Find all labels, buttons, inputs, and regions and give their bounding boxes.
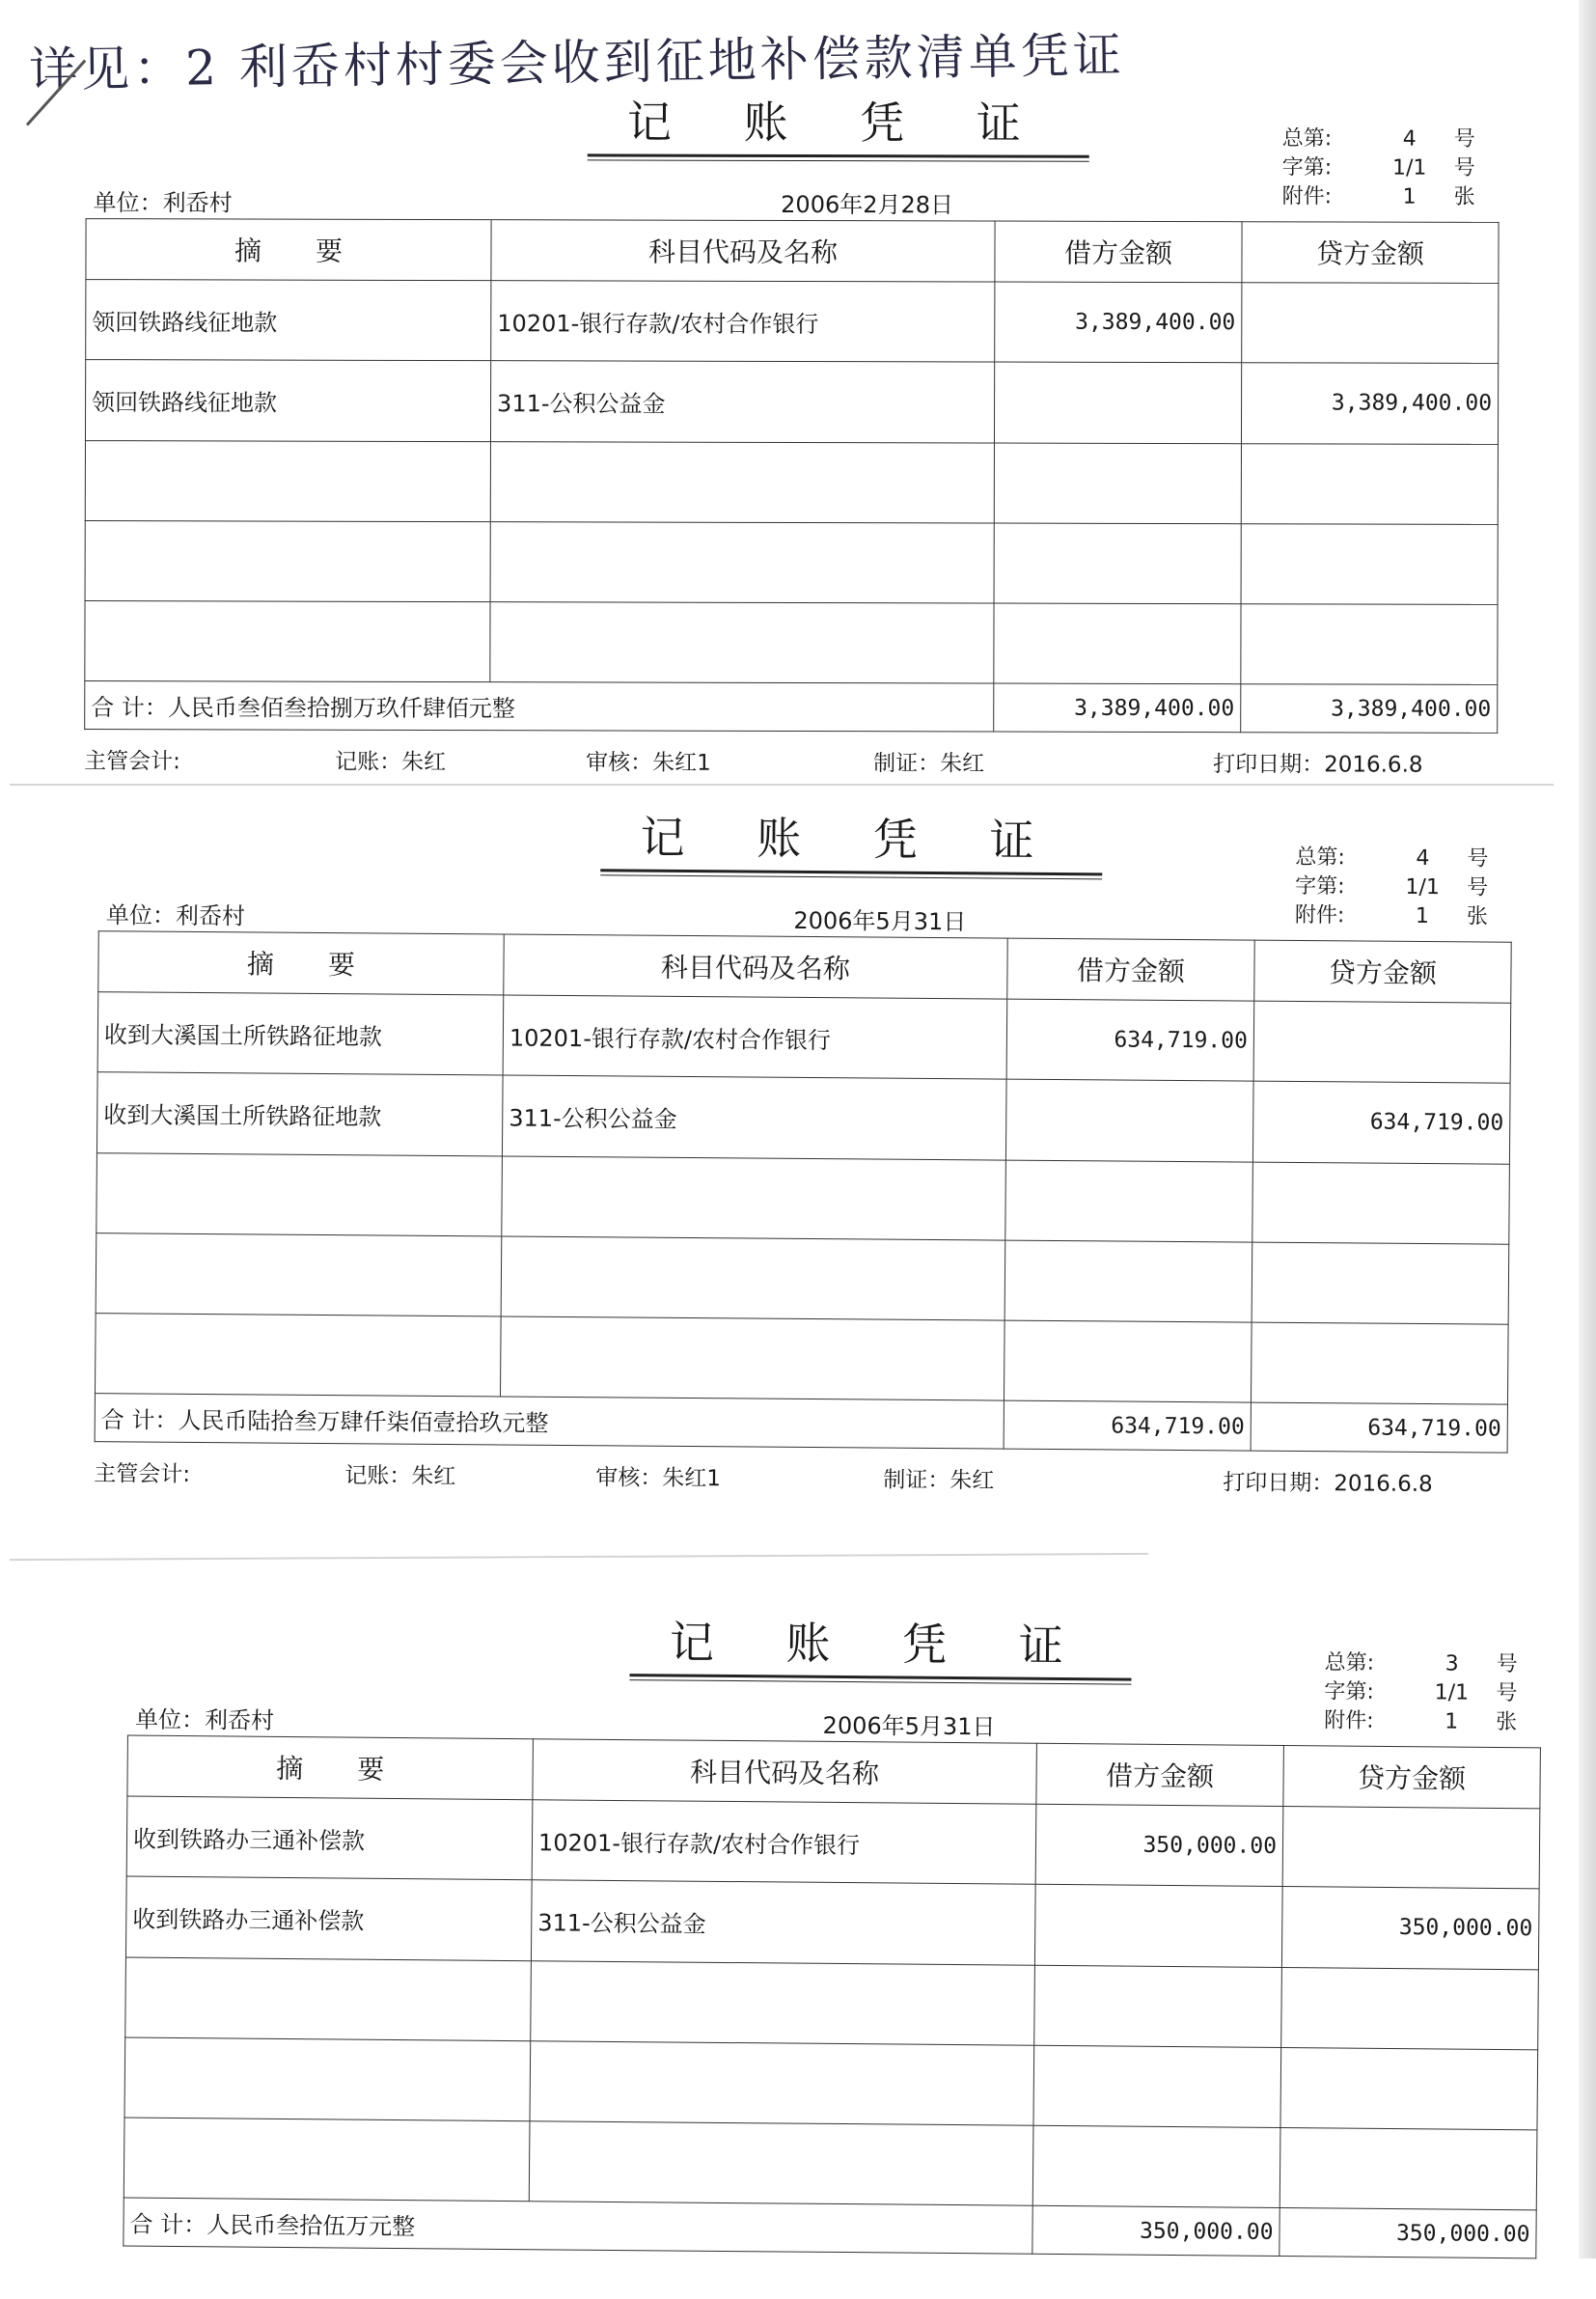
table-row: [85, 360, 1498, 444]
header-row: [86, 219, 1499, 284]
entries-table: [123, 1735, 1541, 2259]
total-row: [95, 1394, 1507, 1453]
total-number-unit: 号: [1453, 126, 1475, 152]
entries-table: [95, 930, 1512, 1453]
debit-cell: 634,719.00: [1006, 999, 1254, 1081]
credit-cell: [1282, 1807, 1540, 1889]
summary-cell: [124, 2118, 530, 2202]
reviewer-label: 审核：朱红1: [586, 750, 711, 776]
credit-cell: [1252, 1242, 1509, 1324]
summary-cell: 收到大溪国土所铁路征地款: [97, 992, 504, 1075]
summary-header: 摘 要: [98, 931, 504, 995]
voucher-numbers: [1282, 125, 1485, 212]
credit-cell: 3,389,400.00: [1241, 363, 1498, 444]
summary-cell: [125, 1957, 532, 2041]
total-debit: 634,719.00: [1004, 1400, 1251, 1451]
debit-header: 借方金额: [995, 221, 1242, 283]
word-number-label: 字第:: [1324, 1679, 1374, 1704]
debit-cell: [1004, 1240, 1252, 1322]
total-label: 合 计：人民币叁拾伍万元整: [124, 2198, 1032, 2254]
account-cell: [500, 1316, 1004, 1400]
table-row: [96, 1072, 1510, 1164]
unit-name: 单位：利岙村: [134, 1705, 275, 1734]
credit-header: 贷方金额: [1242, 222, 1499, 284]
total-number-value: 4: [1402, 126, 1417, 152]
total-number-value: 4: [1416, 845, 1430, 872]
summary-cell: [85, 600, 490, 681]
credit-cell: [1241, 523, 1498, 604]
handwritten-note: 详见：2 利岙村村委会收到征地补偿款清单凭证: [28, 27, 1126, 98]
table-row: [85, 440, 1498, 524]
credit-cell: [1280, 2127, 1537, 2209]
account-cell: [501, 1236, 1005, 1320]
debit-cell: [1034, 1965, 1282, 2047]
debit-cell: [994, 362, 1241, 443]
voucher-title: 记 账 凭 证: [669, 1616, 1092, 1673]
account-header: 科目代码及名称: [491, 220, 995, 283]
summary-cell: [96, 1152, 503, 1235]
table-row: [125, 1876, 1539, 1969]
credit-header: 贷方金额: [1283, 1746, 1541, 1810]
total-credit: 3,389,400.00: [1241, 684, 1498, 734]
total-number-label: 总第:: [1281, 126, 1333, 152]
debit-cell: [1005, 1079, 1253, 1161]
debit-header: 借方金额: [1007, 938, 1254, 1001]
debit-cell: [1032, 2125, 1280, 2207]
total-debit: 350,000.00: [1032, 2205, 1280, 2256]
paper-edge: [1579, 0, 1596, 2258]
word-number-unit: 号: [1496, 1680, 1518, 1706]
credit-cell: [1241, 443, 1498, 524]
summary-cell: [85, 520, 490, 601]
fold-line: [10, 1553, 1148, 1561]
table-row: [97, 992, 1511, 1084]
account-cell: [530, 2040, 1034, 2125]
total-credit: 350,000.00: [1280, 2208, 1536, 2258]
table-row: [126, 1796, 1540, 1889]
attachment-value: 1: [1445, 1709, 1459, 1734]
voucher-title: 记 账 凭 证: [626, 96, 1050, 150]
word-number-unit: 号: [1467, 875, 1489, 900]
credit-cell: 350,000.00: [1281, 1887, 1539, 1969]
table-row: [96, 1152, 1510, 1244]
account-cell: 10201-银行存款/农村合作银行: [532, 1800, 1036, 1885]
word-number-label: 字第:: [1295, 873, 1345, 900]
word-number-label: 字第:: [1281, 155, 1333, 180]
debit-cell: 3,389,400.00: [995, 282, 1242, 363]
maker-label: 制证：朱红: [883, 1467, 995, 1494]
debit-cell: [1033, 2045, 1281, 2127]
title-underline: [588, 159, 1089, 161]
total-row: [85, 681, 1498, 734]
summary-header: 摘 要: [86, 219, 491, 281]
credit-cell: [1253, 1001, 1511, 1083]
entries-table: [84, 218, 1499, 734]
credit-cell: [1252, 1162, 1510, 1244]
word-number-value: 1/1: [1434, 1680, 1470, 1705]
supervisor-label: 主管会计:: [94, 1461, 191, 1487]
debit-cell: [1005, 1160, 1253, 1242]
summary-cell: 领回铁路线征地款: [86, 280, 491, 361]
attachment-label: 附件:: [1281, 184, 1333, 209]
summary-cell: [95, 1314, 501, 1397]
credit-cell: 634,719.00: [1252, 1081, 1510, 1163]
account-cell: [502, 1156, 1006, 1240]
credit-cell: [1281, 1967, 1539, 2049]
account-cell: 311-公积公益金: [502, 1075, 1006, 1159]
debit-cell: [994, 603, 1241, 684]
voucher: [84, 95, 1514, 778]
summary-cell: 领回铁路线征地款: [85, 360, 490, 441]
account-cell: 311-公积公益金: [490, 361, 994, 443]
attachment-label: 附件:: [1294, 902, 1345, 928]
signature-line: [84, 743, 1497, 776]
voucher: [123, 1612, 1556, 2299]
total-label: 合 计：人民币叁佰叁拾捌万玖仟肆佰元整: [85, 681, 994, 732]
summary-cell: 收到铁路办三通补偿款: [126, 1796, 533, 1880]
account-cell: [490, 441, 994, 523]
total-number-label: 总第:: [1324, 1650, 1375, 1676]
table-row: [124, 2118, 1537, 2210]
table-row: [96, 1233, 1509, 1324]
attachment-value: 1: [1415, 903, 1430, 929]
total-number-label: 总第:: [1295, 845, 1345, 871]
summary-cell: 收到铁路办三通补偿款: [125, 1876, 532, 1960]
voucher-numbers: [1295, 844, 1499, 932]
total-number-unit: 号: [1467, 846, 1489, 872]
word-number-value: 1/1: [1405, 874, 1440, 900]
maker-label: 制证：朱红: [873, 751, 985, 777]
signature-line: [94, 1455, 1506, 1498]
account-cell: 10201-银行存款/农村合作银行: [503, 995, 1007, 1079]
total-credit: 634,719.00: [1251, 1402, 1507, 1453]
total-number-unit: 号: [1496, 1651, 1518, 1677]
voucher-date: 2006年5月31日: [822, 1711, 996, 1741]
table-row: [95, 1314, 1508, 1405]
fold-line: [10, 784, 1554, 786]
word-number-value: 1/1: [1391, 155, 1427, 180]
account-cell: [531, 1960, 1035, 2045]
account-cell: [529, 2121, 1033, 2206]
voucher-title: 记 账 凭 证: [640, 811, 1063, 868]
debit-cell: [1034, 1885, 1282, 1967]
voucher: [94, 807, 1527, 1498]
voucher-date: 2006年5月31日: [793, 906, 967, 936]
credit-cell: [1242, 283, 1499, 364]
header-row: [98, 931, 1511, 1004]
credit-header: 贷方金额: [1254, 940, 1511, 1003]
unit-name: 单位：利岙村: [93, 189, 233, 217]
summary-cell: [124, 2037, 531, 2121]
voucher-date: 2006年2月28日: [781, 190, 954, 219]
title-underline: [588, 153, 1089, 157]
credit-cell: [1241, 604, 1498, 685]
attachment-unit: 张: [1466, 904, 1489, 929]
print-date: 打印日期：2016.6.8: [1223, 1470, 1433, 1498]
reviewer-label: 审核：朱红1: [595, 1465, 722, 1492]
attachment-unit: 张: [1496, 1709, 1518, 1735]
debit-cell: [994, 523, 1241, 604]
recorder-label: 记账：朱红: [335, 749, 447, 776]
print-date: 打印日期：2016.6.8: [1213, 752, 1423, 778]
credit-cell: [1280, 2047, 1538, 2129]
table-row: [85, 520, 1498, 604]
account-cell: 10201-银行存款/农村合作银行: [491, 281, 995, 363]
table-row: [124, 2037, 1538, 2130]
table-row: [125, 1957, 1539, 2050]
word-number-unit: 号: [1453, 155, 1475, 180]
supervisor-label: 主管会计:: [84, 749, 180, 775]
recorder-label: 记账：朱红: [344, 1463, 456, 1490]
debit-header: 借方金额: [1036, 1743, 1284, 1806]
total-number-value: 3: [1445, 1651, 1459, 1676]
account-header: 科目代码及名称: [533, 1739, 1037, 1805]
attachment-label: 附件:: [1324, 1708, 1374, 1733]
summary-cell: [85, 440, 490, 521]
attachment-unit: 张: [1453, 184, 1475, 209]
table-row: [85, 600, 1498, 684]
title-underline: [600, 874, 1102, 879]
summary-cell: 收到大溪国土所铁路征地款: [96, 1072, 503, 1155]
unit-name: 单位：利岙村: [105, 901, 245, 930]
attachment-value: 1: [1402, 184, 1417, 209]
account-cell: [490, 521, 994, 603]
total-label: 合 计：人民币陆拾叁万肆仟柒佰壹拾玖元整: [95, 1394, 1004, 1449]
summary-cell: [96, 1233, 502, 1316]
table-row: [86, 280, 1499, 364]
debit-cell: 350,000.00: [1035, 1804, 1283, 1886]
debit-cell: [994, 443, 1241, 524]
summary-header: 摘 要: [127, 1735, 534, 1800]
account-header: 科目代码及名称: [504, 934, 1007, 999]
account-cell: 311-公积公益金: [531, 1880, 1035, 1965]
account-cell: [490, 602, 994, 684]
credit-cell: [1251, 1322, 1508, 1404]
debit-cell: [1004, 1320, 1252, 1402]
voucher-numbers: [1324, 1648, 1527, 1737]
total-debit: 3,389,400.00: [994, 683, 1241, 733]
